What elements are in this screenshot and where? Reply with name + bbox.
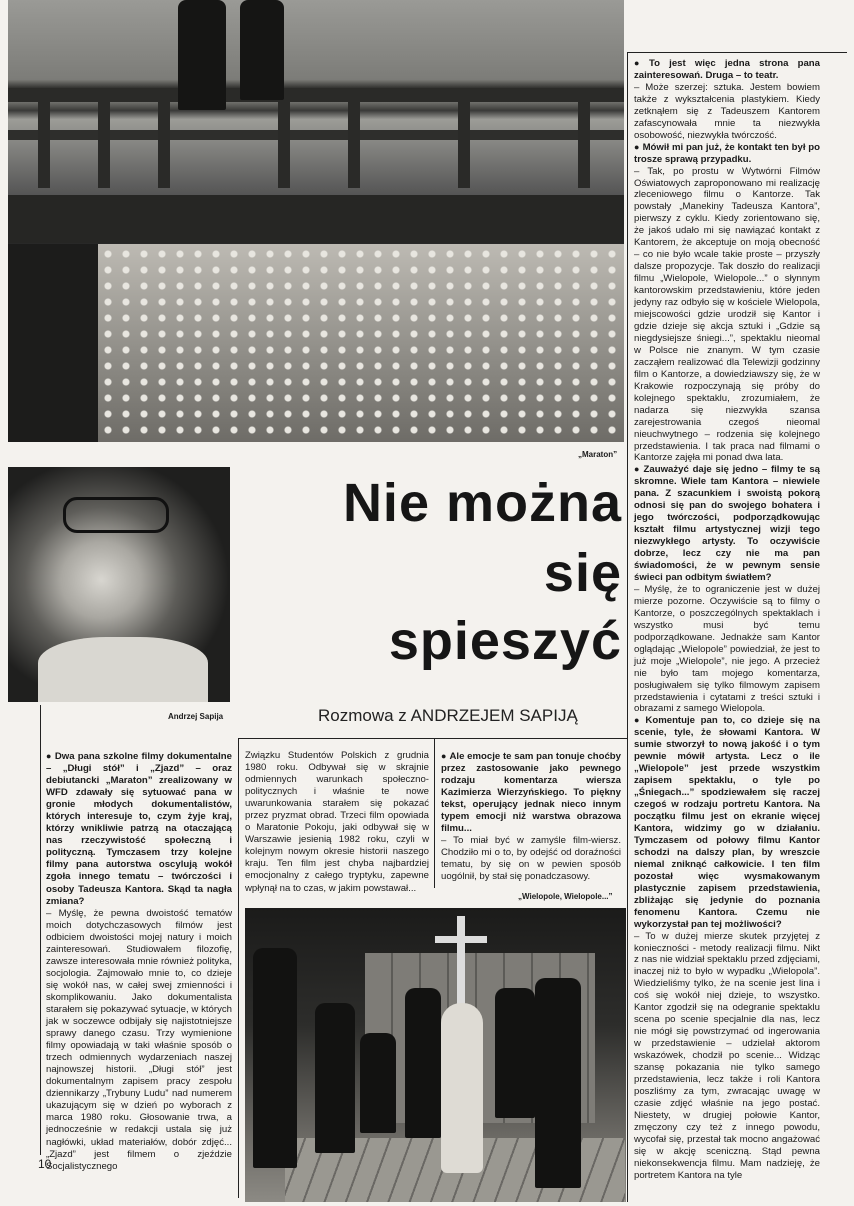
railing-post xyxy=(38,88,50,188)
caption-wielopole: „Wielopole, Wielopole...” xyxy=(518,892,613,901)
actor-figure xyxy=(360,1033,396,1133)
header-rule xyxy=(238,738,628,739)
bridge-beam xyxy=(8,195,624,243)
photo-portrait-sapija xyxy=(8,467,230,702)
railing-post xyxy=(98,88,110,188)
policeman-figure xyxy=(178,0,226,110)
question-paragraph: ● Zauważyć daje się jedno – filmy te są skromne. Wiele tam Kantora – niewiele pana. Z szacunkiem i swoistą pokorą odnosi się pan do swojego bohatera i jego twórczości, podporządkowując kształt filmu artystycznej wizji tego niezwykłego artysty. To oczywiście dobrze, lecz czy nie ma pan świadomości, że w pewnym sensie świeci pan odbitym światłem? xyxy=(634,464,820,584)
question-paragraph: ● To jest więc jedna strona pana zainteresowań. Druga – to teatr. xyxy=(634,58,820,82)
column-3 xyxy=(441,750,621,884)
column-rule xyxy=(434,738,435,888)
collar-shape xyxy=(38,637,208,702)
railing-post xyxy=(578,88,590,188)
question-paragraph: ● Mówił mi pan już, że kontakt ten był po trosze sprawą przypadku. xyxy=(634,142,820,166)
photo-wielopole xyxy=(245,908,626,1202)
column-rule xyxy=(40,705,41,1155)
column-4 xyxy=(634,58,820,1182)
caption-portrait: Andrzej Sapija xyxy=(168,712,224,721)
answer-paragraph: Związku Studentów Polskich z grudnia 1980 roku. Odbywał się w skrajnie odmiennych warunkach społeczno-politycznych i właśnie te nowe uwarunkowania starałem się pokazać przez pryzmat obrad. Trzeci film opowiada o Maratonie Pokoju, jaki odbywał się w Warszawie jesienią 1982 roku, czyli w kolejnym nowym okresie historii naszego kraju. Ten film jest chyba najbardziej emocjonalny z całego tryptyku, zapewne wpłynął na to czas, w jakim powstawał... xyxy=(245,750,429,894)
question-paragraph: ● Dwa pana szkolne filmy dokumentalne – „Długi stół” i „Zjazd” – oraz debiutancki „Maraton” zrealizowany w WFD zdawały się sytuować pana w gronie młodych dokumentalistów, których interesuje to, czym żyje kraj, którzy wnikliwie patrzą na otaczającą nas rzeczywistość społeczną i polityczną. Tymczasem trzy kolejne filmy pana autorstwa oscylują wokół zgoła innego tematu – twórczości i osoby Tadeusza Kantora. Skąd ta nagła zmiana? xyxy=(46,750,232,908)
column-1 xyxy=(46,750,232,1173)
column-rule xyxy=(238,738,239,1198)
railing-post xyxy=(348,88,360,188)
column-2 xyxy=(245,750,429,895)
answer-paragraph: – To w dużej mierze skutek przyjętej z konieczności - metody realizacji filmu. Nikt z nas nie widział spektaklu przed zdjęciami, inaczej niż to było w wypadku „Wielopola”. Wiedzieliśmy tylko, że na scenie jest lina i coś się wokół niej dzieje, to wszystko. Kantor zgodził się na odegranie spektaklu scena po scenie specjalnie dla nas, lecz nie mógł się powstrzymać od ingerowania w przedstawienie – udzielał aktorom wskazówek, chodził po scenie... Widząc szansę pokazania nie tylko samego przedstawienia, lecz także i roli Kantora poszliśmy za tym, zwracając uwagę w czasie zdjęć właśnie na jego postać. Niestety, w drugiej połowie Kantor, zmęczony czy też z innego powodu, wycofał się, przestał tak mocno angażować się w akcję sceniczną. Stąd pewna niekonsekwencja filmu. Mam nadzieję, że portretem Kantora na tyle xyxy=(634,930,820,1181)
column-rule xyxy=(627,52,628,1202)
bridge-pillar xyxy=(8,244,98,442)
caption-maraton: „Maraton” xyxy=(578,450,618,459)
actor-figure xyxy=(315,1003,355,1153)
answer-paragraph: – To miał być w zamyśle film-wiersz. Chodziło mi o to, by odejść od doraźności tematu, by się on w pewien sposób uogólnił, by stał się ponadczasowy. xyxy=(441,835,621,883)
runners-crowd xyxy=(98,244,624,442)
railing-post xyxy=(158,88,170,188)
headline-line-3: spieszyć xyxy=(388,611,622,671)
answer-paragraph: – Myślę, że to ograniczenie jest w dużej mierze pozorne. Oczywiście są to filmy o Kantorze, o poszczególnych spektaklach i wszystko musi być temu podporządkowane. Jednakże sam Kantor oglądając „Wielopole” powiedział, że jest to już moje „Wielopole”, nie jego. A przecież nie było tam mojego komentarza, posługiwałem się tylko filmowym zapisem przedstawienia i cytatami z treści sztuki i obrazami z samego Wielopola. xyxy=(634,583,820,715)
photo-maraton xyxy=(8,0,624,442)
policeman-figure xyxy=(240,0,284,100)
headline-line-1: Nie można xyxy=(342,473,622,533)
subtitle: Rozmowa z ANDRZEJEM SAPIJĄ xyxy=(318,706,578,725)
actor-figure xyxy=(535,978,581,1188)
actor-figure xyxy=(253,948,297,1168)
cross-shape xyxy=(457,916,465,1006)
question-paragraph: ● Ale emocje te sam pan tonuje choćby przez zastosowanie jako pewnego rodzaju komentarza wiersza Kazimierza Wierzyńskiego. To piękny tekst, operujący jednak nieco innym typem emocji niż warstwa obrazowa filmu... xyxy=(441,750,621,835)
answer-paragraph: – Myślę, że pewna dwoistość tematów moich dotychczasowych filmów jest odbiciem dwoistości mojej natury i moich zainteresowań. Studiowałem filozofię, zawsze interesowała mnie również polityka, socjologia. Zajmowało mnie to, co dzieje się wokół nas, w całej swej zmienności i skomplikowaniu. Jako dokumentalista starałem się pokazywać sytuacje, w których jak w soczewce odbijały się najistotniejsze sprawy danego czasu. Trzy wymienione filmy opowiadają w taki właśnie sposób o trzech odmiennych wydarzeniach naszej najnowszej historii. „Długi stół” jest dokumentalnym zapisem pracy zespołu dziennikarzy „Trybuny Ludu” nad numerem ukazującym się w dzień po wyborach z marca 1980 roku. Głosowanie trwa, a jednocześnie w redakcji ustala się już nagłówki, układ materiałów, dobór zdjęć... „Zjazd” jest filmem o zjeździe Socjalistycznego xyxy=(46,907,232,1172)
actor-figure xyxy=(405,988,441,1138)
question-paragraph: ● Komentuje pan to, co dzieje się na scenie, tyle, że słowami Kantora. W sumie stworzył to nową jakość i o tym pewnie mówił artysta. Lecz o ile „Wielopole” jest przede wszystkim zapisem spektaklu, o tyle po „Śniegach...” spodziewałem się raczej czegoś w rodzaju portretu Kantora. Na początku filmu jest on ekranie więcej Kantora, widzimy go w działaniu. Tymczasem od połowy filmu Kantor schodzi na dalszy plan, by wreszcie niemal zniknąć całkowicie. I ten film pozostał więc wysmakowanym plastycznie zapisem przedstawienia, zbliżając się jedynie do poznania fenomenu Kantora. Czemu nie wykorzystał pan tej możliwości? xyxy=(634,715,820,930)
actor-figure xyxy=(495,988,535,1118)
glasses-shape xyxy=(63,497,169,533)
answer-paragraph: – Tak, po prostu w Wytwórni Filmów Oświatowych zaproponowano mi realizację zleceniowego filmu o Kantorze. Tak powstały „Manekiny Tadeusza Kantora”, pierwszy z cyklu. Kiedy zorientowano się, że jakoś udało mi się nawiązać kontakt z Kantorem, że akceptuje on moją obecność – co nie było wcale takie proste – przyszły dalsze propozycje. Tak doszło do realizacji filmu „Wielopole, Wielopole...” o słynnym kantorowskim przedstawieniu, które jeden jedyny raz odbyło się w kościele Wielopola, miejscowości gdzie urodził się Kantor i gdzie dzieje się akcja sztuki i „Gdzie są niegdysiejsze śniegi...”, spektaklu nieomal w Polsce nie znanym. W tym czasie zacząłem realizować dla Telewizji godzinny film o Kantorze, a dowiedziawszy się, że w Krakowie rozpoczynają się próby do kolejnego spektaklu, zrozumiałem, że nadarza się niezwykła szansa zarejestrowania czegoś nieomal nieuchwytnego – rodzenia się kolejnego przedstawienia. I tak praca nad filmami o Kantorze zajęła mi ponad dwa lata. xyxy=(634,165,820,464)
headline-line-2: się xyxy=(543,543,622,603)
answer-paragraph: – Może szerzej: sztuka. Jestem bowiem także z wykształcenia plastykiem. Kiedy zetknąłem się z Tadeuszem Kantorem zafascynowała mnie ta niezwykła osobowość, niezwykła twórczość. xyxy=(634,81,820,141)
railing-post xyxy=(458,88,470,188)
railing-post xyxy=(278,88,290,188)
page-number: 10 xyxy=(38,1157,52,1171)
cross-shape xyxy=(435,936,487,943)
top-rule xyxy=(627,52,847,53)
bride-figure xyxy=(441,1003,483,1173)
